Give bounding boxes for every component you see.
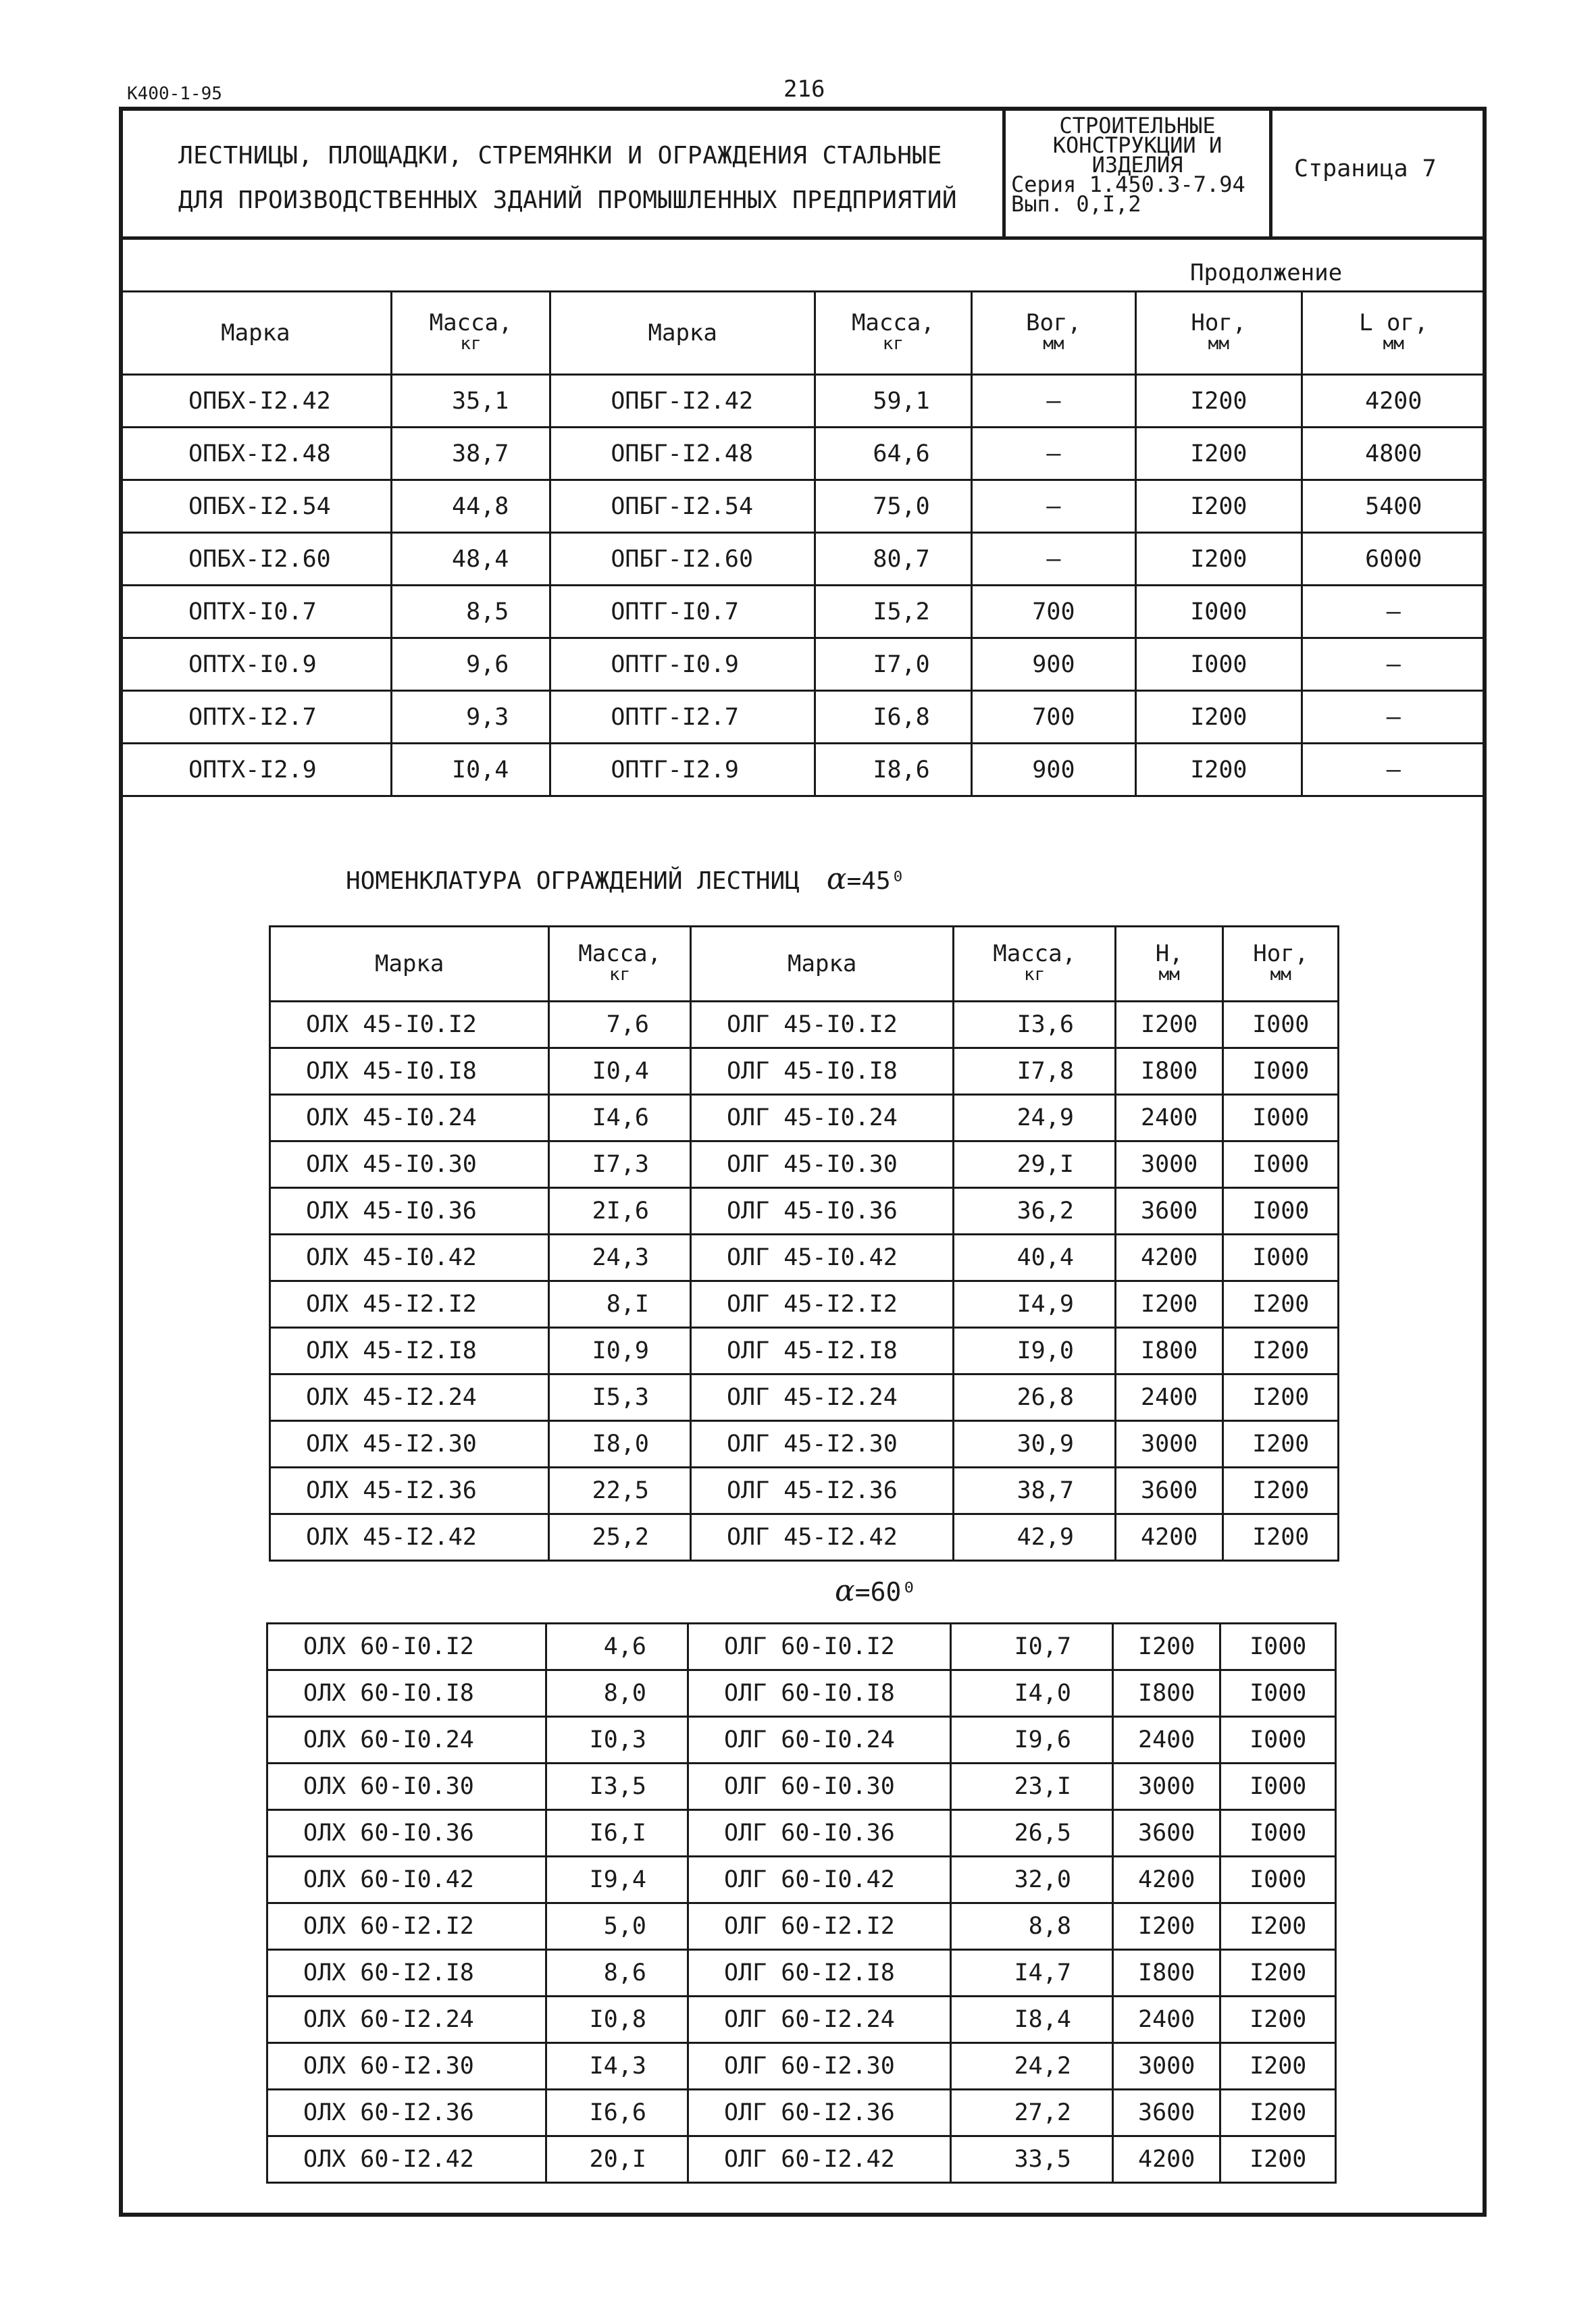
table-row — [120, 375, 1486, 428]
continued-label: Продолжение — [1190, 259, 1343, 286]
cell-mass: I7,0 — [815, 638, 972, 691]
col-header-log: L ог, мм — [1302, 292, 1485, 375]
cell-mass: I5,2 — [815, 586, 972, 638]
cell-nog: I000 — [1220, 1717, 1336, 1764]
cell-mass: 8,5 — [391, 586, 550, 638]
table-row — [270, 1514, 1339, 1561]
cell-mark: ОЛХ 45-I2.I2 — [270, 1281, 549, 1328]
cell-mark: ОПБХ-I2.54 — [120, 480, 392, 533]
cell-h: 3600 — [1112, 1810, 1220, 1857]
cell-mark: ОЛХ 45-I0.30 — [270, 1141, 549, 1188]
cell-h: I200 — [1112, 1903, 1220, 1950]
cell-h: 3000 — [1112, 1764, 1220, 1810]
cell-nog: I000 — [1220, 1857, 1336, 1903]
cell-h: I800 — [1112, 1950, 1220, 1997]
table-row — [267, 1997, 1336, 2043]
col-header-nog: Ног, мм — [1223, 927, 1339, 1002]
cell-mass: I6,8 — [815, 691, 972, 744]
cell-nog: I200 — [1136, 428, 1302, 480]
cell-mark: ОПТХ-I0.9 — [120, 638, 392, 691]
cell-h: I800 — [1112, 1670, 1220, 1717]
cell-mass: I6,I — [546, 1810, 688, 1857]
table-row — [267, 2136, 1336, 2183]
cell-mass: 30,9 — [954, 1421, 1115, 1468]
cell-h: 3000 — [1115, 1421, 1223, 1468]
cell-mass: 26,8 — [954, 1374, 1115, 1421]
cell-mass: I4,6 — [549, 1095, 691, 1141]
cell-mark: ОПТХ-I0.7 — [120, 586, 392, 638]
cell-h: 2400 — [1115, 1374, 1223, 1421]
cell-nog: I200 — [1223, 1374, 1339, 1421]
cell-mark: ОПТХ-I2.9 — [120, 744, 392, 796]
cell-mass: I8,4 — [951, 1997, 1112, 2043]
cell-mark: ОЛГ 60-I0.I8 — [688, 1670, 951, 1717]
cell-nog: I000 — [1223, 1235, 1339, 1281]
cell-h: 2400 — [1112, 1997, 1220, 2043]
table-header-row — [270, 927, 1339, 1002]
cell-log: 6000 — [1302, 533, 1485, 586]
cell-mark: ОЛГ 60-I2.I8 — [688, 1950, 951, 1997]
cell-mark: ОПТГ-I2.7 — [550, 691, 815, 744]
cell-mass: 75,0 — [815, 480, 972, 533]
table-row — [270, 1328, 1339, 1374]
cell-mass: 27,2 — [951, 2090, 1112, 2136]
col-header-mass: Масса, кг — [391, 292, 550, 375]
cell-mass: 59,1 — [815, 375, 972, 428]
cell-mark: ОЛХ 45-I2.24 — [270, 1374, 549, 1421]
cell-mass: 25,2 — [549, 1514, 691, 1561]
cell-mark: ОЛГ 45-I2.42 — [690, 1514, 954, 1561]
cell-mark: ОЛХ 60-I0.I8 — [267, 1670, 546, 1717]
table-row — [267, 2043, 1336, 2090]
cell-mass: 24,3 — [549, 1235, 691, 1281]
cell-log: — — [1302, 638, 1485, 691]
cell-mass: 20,I — [546, 2136, 688, 2183]
cell-mark: ОЛХ 60-I0.42 — [267, 1857, 546, 1903]
cell-mark: ОЛХ 45-I0.I2 — [270, 1002, 549, 1048]
cell-mass: I0,4 — [391, 744, 550, 796]
table-row — [270, 1421, 1339, 1468]
table-row — [267, 1857, 1336, 1903]
col-header-mass: Масса, кг — [815, 292, 972, 375]
cell-mass: 7,6 — [549, 1002, 691, 1048]
cell-h: I800 — [1115, 1048, 1223, 1095]
document-title-line2: ДЛЯ ПРОИЗВОДСТВЕННЫХ ЗДАНИЙ ПРОМЫШЛЕННЫХ ПРЕДПРИЯТИЙ — [178, 186, 958, 214]
series-issue: Вып. 0,I,2 — [1011, 191, 1141, 217]
cell-mark: ОПТХ-I2.7 — [120, 691, 392, 744]
cell-mark: ОЛХ 45-I2.30 — [270, 1421, 549, 1468]
table-row — [267, 1950, 1336, 1997]
cell-mark: ОПБХ-I2.60 — [120, 533, 392, 586]
cell-mass: I0,4 — [549, 1048, 691, 1095]
cell-nog: I000 — [1220, 1624, 1336, 1670]
cell-mass: 4,6 — [546, 1624, 688, 1670]
cell-mass: 24,9 — [954, 1095, 1115, 1141]
table-row — [120, 691, 1486, 744]
cell-mass: 26,5 — [951, 1810, 1112, 1857]
table-row — [120, 533, 1486, 586]
cell-mass: 2I,6 — [549, 1188, 691, 1235]
cell-mark: ОЛГ 45-I0.36 — [690, 1188, 954, 1235]
cell-nog: I000 — [1223, 1002, 1339, 1048]
col-header-mark: Марка — [270, 927, 549, 1002]
cell-log: 4800 — [1302, 428, 1485, 480]
cell-log: — — [1302, 586, 1485, 638]
cell-mark: ОЛГ 45-I2.36 — [690, 1468, 954, 1514]
cell-mark: ОЛГ 60-I0.42 — [688, 1857, 951, 1903]
cell-mass: I7,3 — [549, 1141, 691, 1188]
cell-mark: ОЛХ 45-I0.36 — [270, 1188, 549, 1235]
table-header-row — [120, 292, 1486, 375]
cell-mark: ОЛХ 60-I0.I2 — [267, 1624, 546, 1670]
cell-mass: I4,3 — [546, 2043, 688, 2090]
cell-nog: I200 — [1220, 2043, 1336, 2090]
cell-mass: 9,3 — [391, 691, 550, 744]
col-header-h: Н, мм — [1115, 927, 1223, 1002]
table-row — [270, 1048, 1339, 1095]
cell-mass: 9,6 — [391, 638, 550, 691]
cell-nog: I000 — [1220, 1810, 1336, 1857]
series-box — [1002, 107, 1272, 238]
cell-mass: I9,6 — [951, 1717, 1112, 1764]
cell-h: 4200 — [1115, 1514, 1223, 1561]
table-row — [120, 480, 1486, 533]
col-header-mark: Марка — [120, 292, 392, 375]
cell-vog: 700 — [971, 691, 1135, 744]
cell-mark: ОПТГ-I2.9 — [550, 744, 815, 796]
cell-mark: ОЛГ 45-I2.30 — [690, 1421, 954, 1468]
cell-log: 4200 — [1302, 375, 1485, 428]
cell-mark: ОЛХ 45-I0.24 — [270, 1095, 549, 1141]
cell-nog: I200 — [1220, 1903, 1336, 1950]
table-row — [120, 428, 1486, 480]
alpha-symbol: α — [835, 1574, 855, 1608]
cell-mark: ОЛХ 60-I2.I2 — [267, 1903, 546, 1950]
cell-nog: I200 — [1220, 2090, 1336, 2136]
table-row — [270, 1141, 1339, 1188]
cell-mass: I3,6 — [954, 1002, 1115, 1048]
cell-mark: ОЛГ 45-I2.I8 — [690, 1328, 954, 1374]
cell-mass: I3,5 — [546, 1764, 688, 1810]
railings-title-text: НОМЕНКЛАТУРА ОГРАЖДЕНИЙ ЛЕСТНИЦ — [346, 867, 800, 895]
cell-nog: I200 — [1220, 1950, 1336, 1997]
cell-mark: ОПТГ-I0.9 — [550, 638, 815, 691]
angle-value: =45⁰ — [846, 867, 906, 895]
cell-nog: I000 — [1223, 1141, 1339, 1188]
cell-mark: ОПБГ-I2.60 — [550, 533, 815, 586]
cell-mass: 29,I — [954, 1141, 1115, 1188]
cell-nog: I000 — [1136, 638, 1302, 691]
cell-mass: I7,8 — [954, 1048, 1115, 1095]
cell-mark: ОПБХ-I2.48 — [120, 428, 392, 480]
cell-mark: ОЛХ 60-I2.I8 — [267, 1950, 546, 1997]
series-heading-line1: СТРОИТЕЛЬНЫЕ — [1059, 113, 1216, 138]
cell-mass: I0,8 — [546, 1997, 688, 2043]
cell-vog: 900 — [971, 638, 1135, 691]
cell-vog: 700 — [971, 586, 1135, 638]
cell-mass: I0,9 — [549, 1328, 691, 1374]
cell-mark: ОЛГ 60-I2.36 — [688, 2090, 951, 2136]
cell-mass: 36,2 — [954, 1188, 1115, 1235]
cell-h: 3000 — [1112, 2043, 1220, 2090]
cell-mark: ОЛХ 45-I0.I8 — [270, 1048, 549, 1095]
cell-mark: ОЛГ 45-I2.24 — [690, 1374, 954, 1421]
cell-mass: 24,2 — [951, 2043, 1112, 2090]
sheet-label: Страница 7 — [1294, 155, 1437, 182]
cell-mark: ОЛГ 45-I0.30 — [690, 1141, 954, 1188]
cell-mark: ОЛГ 60-I2.30 — [688, 2043, 951, 2090]
cell-mark: ОЛГ 45-I0.I2 — [690, 1002, 954, 1048]
cell-log: — — [1302, 691, 1485, 744]
cell-mass: I4,0 — [951, 1670, 1112, 1717]
cell-h: 3000 — [1115, 1141, 1223, 1188]
cell-nog: I200 — [1223, 1281, 1339, 1328]
table-row — [120, 744, 1486, 796]
cell-mass: 5,0 — [546, 1903, 688, 1950]
cell-mass: I9,4 — [546, 1857, 688, 1903]
cell-nog: I200 — [1220, 1997, 1336, 2043]
cell-mass: 8,8 — [951, 1903, 1112, 1950]
cell-nog: I200 — [1136, 691, 1302, 744]
cell-nog: I200 — [1223, 1468, 1339, 1514]
cell-vog: — — [971, 480, 1135, 533]
title-block — [119, 107, 1487, 242]
cell-mass: I8,0 — [549, 1421, 691, 1468]
cell-mass: I0,7 — [951, 1624, 1112, 1670]
col-header-vog: Вог, мм — [971, 292, 1135, 375]
cell-mark: ОПБХ-I2.42 — [120, 375, 392, 428]
cell-mark: ОЛГ 45-I0.24 — [690, 1095, 954, 1141]
cell-mark: ОЛХ 60-I0.30 — [267, 1764, 546, 1810]
cell-mass: I6,6 — [546, 2090, 688, 2136]
series-number: Серия 1.450.3-7.94 — [1011, 172, 1245, 197]
cell-mass: 38,7 — [391, 428, 550, 480]
cell-nog: I200 — [1136, 480, 1302, 533]
col-header-nog: Ног, мм — [1136, 292, 1302, 375]
table-row — [270, 1095, 1339, 1141]
cell-nog: I200 — [1136, 744, 1302, 796]
cell-h: 2400 — [1112, 1717, 1220, 1764]
cell-mass: 38,7 — [954, 1468, 1115, 1514]
cell-nog: I000 — [1136, 586, 1302, 638]
cell-mass: 80,7 — [815, 533, 972, 586]
page-number: 216 — [783, 76, 825, 103]
cell-mark: ОЛХ 45-I2.36 — [270, 1468, 549, 1514]
cell-vog: 900 — [971, 744, 1135, 796]
col-header-mark: Марка — [550, 292, 815, 375]
table-row — [267, 1670, 1336, 1717]
cell-mark: ОЛГ 60-I2.24 — [688, 1997, 951, 2043]
cell-mass: 8,I — [549, 1281, 691, 1328]
table-row — [270, 1235, 1339, 1281]
cell-h: 3600 — [1115, 1188, 1223, 1235]
cell-nog: I000 — [1223, 1095, 1339, 1141]
cell-mass: 8,0 — [546, 1670, 688, 1717]
col-header-mass: Масса, кг — [549, 927, 691, 1002]
railings-60-table — [266, 1622, 1337, 2184]
table-row — [267, 2090, 1336, 2136]
cell-mass: I4,7 — [951, 1950, 1112, 1997]
cell-mark: ОЛХ 45-I0.42 — [270, 1235, 549, 1281]
cell-mark: ОЛГ 60-I0.24 — [688, 1717, 951, 1764]
railings-45-table — [269, 925, 1339, 1562]
cell-mass: I9,0 — [954, 1328, 1115, 1374]
cell-mark: ОЛГ 45-I0.42 — [690, 1235, 954, 1281]
cell-h: I200 — [1112, 1624, 1220, 1670]
table-row — [270, 1468, 1339, 1514]
cell-mark: ОЛХ 45-I2.I8 — [270, 1328, 549, 1374]
cell-h: I800 — [1115, 1328, 1223, 1374]
cell-mark: ОЛГ 60-I2.I2 — [688, 1903, 951, 1950]
cell-nog: I200 — [1223, 1421, 1339, 1468]
cell-mass: 40,4 — [954, 1235, 1115, 1281]
cell-nog: I200 — [1223, 1328, 1339, 1374]
cell-nog: I000 — [1223, 1188, 1339, 1235]
cell-mark: ОПБГ-I2.54 — [550, 480, 815, 533]
table-row — [267, 1624, 1336, 1670]
cell-mass: 32,0 — [951, 1857, 1112, 1903]
cell-vog: — — [971, 375, 1135, 428]
cell-nog: I200 — [1220, 2136, 1336, 2183]
cell-h: 2400 — [1115, 1095, 1223, 1141]
cell-log: — — [1302, 744, 1485, 796]
table-row — [267, 1764, 1336, 1810]
col-header-mass: Масса, кг — [954, 927, 1115, 1002]
cell-mark: ОЛХ 45-I2.42 — [270, 1514, 549, 1561]
cell-mark: ОЛГ 60-I0.30 — [688, 1764, 951, 1810]
cell-nog: I200 — [1136, 375, 1302, 428]
cell-mark: ОЛГ 45-I2.I2 — [690, 1281, 954, 1328]
cell-mass: I4,9 — [954, 1281, 1115, 1328]
cell-h: 3600 — [1115, 1468, 1223, 1514]
cell-mass: 22,5 — [549, 1468, 691, 1514]
cell-vog: — — [971, 428, 1135, 480]
series-heading-line3: ИЗДЕЛИЯ — [1091, 152, 1183, 178]
cell-mark: ОПТГ-I0.7 — [550, 586, 815, 638]
table-row — [120, 586, 1486, 638]
cell-mark: ОЛХ 60-I2.42 — [267, 2136, 546, 2183]
cell-h: I200 — [1115, 1002, 1223, 1048]
cell-nog: I200 — [1136, 533, 1302, 586]
cell-h: 3600 — [1112, 2090, 1220, 2136]
cell-mass: 42,9 — [954, 1514, 1115, 1561]
cell-mark: ОЛГ 60-I0.I2 — [688, 1624, 951, 1670]
cell-mark: ОПБГ-I2.48 — [550, 428, 815, 480]
cell-mark: ОЛХ 60-I2.24 — [267, 1997, 546, 2043]
platforms-table — [119, 290, 1487, 797]
cell-mass: 8,6 — [546, 1950, 688, 1997]
cell-h: 4200 — [1115, 1235, 1223, 1281]
cell-mass: 44,8 — [391, 480, 550, 533]
cell-vog: — — [971, 533, 1135, 586]
table-row — [267, 1717, 1336, 1764]
cell-mass: 35,1 — [391, 375, 550, 428]
cell-mark: ОЛГ 45-I0.I8 — [690, 1048, 954, 1095]
cell-mass: 48,4 — [391, 533, 550, 586]
alpha-symbol: α — [826, 862, 847, 896]
cell-mark: ОЛХ 60-I0.24 — [267, 1717, 546, 1764]
cell-mark: ОЛХ 60-I0.36 — [267, 1810, 546, 1857]
col-header-mark: Марка — [690, 927, 954, 1002]
header-divider — [119, 236, 1487, 240]
table-row — [270, 1188, 1339, 1235]
cell-mass: 64,6 — [815, 428, 972, 480]
table-row — [270, 1374, 1339, 1421]
cell-mark: ОПБГ-I2.42 — [550, 375, 815, 428]
cell-nog: I000 — [1223, 1048, 1339, 1095]
railings-table-title — [346, 862, 905, 896]
document-title-line1: ЛЕСТНИЦЫ, ПЛОЩАДКИ, СТРЕМЯНКИ И ОГРАЖДЕНИЯ СТАЛЬНЫЕ — [178, 142, 942, 170]
cell-nog: I000 — [1220, 1764, 1336, 1810]
table-row — [267, 1903, 1336, 1950]
cell-mark: ОЛГ 60-I0.36 — [688, 1810, 951, 1857]
cell-mass: 33,5 — [951, 2136, 1112, 2183]
series-heading-line2: КОНСТРУКЦИИ И — [1052, 132, 1222, 158]
cell-h: 4200 — [1112, 2136, 1220, 2183]
table-row — [270, 1281, 1339, 1328]
cell-mass: I8,6 — [815, 744, 972, 796]
cell-h: I200 — [1115, 1281, 1223, 1328]
cell-nog: I000 — [1220, 1670, 1336, 1717]
cell-log: 5400 — [1302, 480, 1485, 533]
table-row — [120, 638, 1486, 691]
angle-60-label — [835, 1574, 917, 1608]
document-code: К400-1-95 — [127, 84, 222, 104]
cell-h: 4200 — [1112, 1857, 1220, 1903]
cell-mass: I5,3 — [549, 1374, 691, 1421]
cell-nog: I200 — [1223, 1514, 1339, 1561]
cell-mark: ОЛХ 60-I2.36 — [267, 2090, 546, 2136]
cell-mark: ОЛХ 60-I2.30 — [267, 2043, 546, 2090]
cell-mass: I0,3 — [546, 1717, 688, 1764]
table-row — [270, 1002, 1339, 1048]
cell-mass: 23,I — [951, 1764, 1112, 1810]
table-row — [267, 1810, 1336, 1857]
cell-mark: ОЛГ 60-I2.42 — [688, 2136, 951, 2183]
angle-value: =60⁰ — [854, 1577, 917, 1607]
